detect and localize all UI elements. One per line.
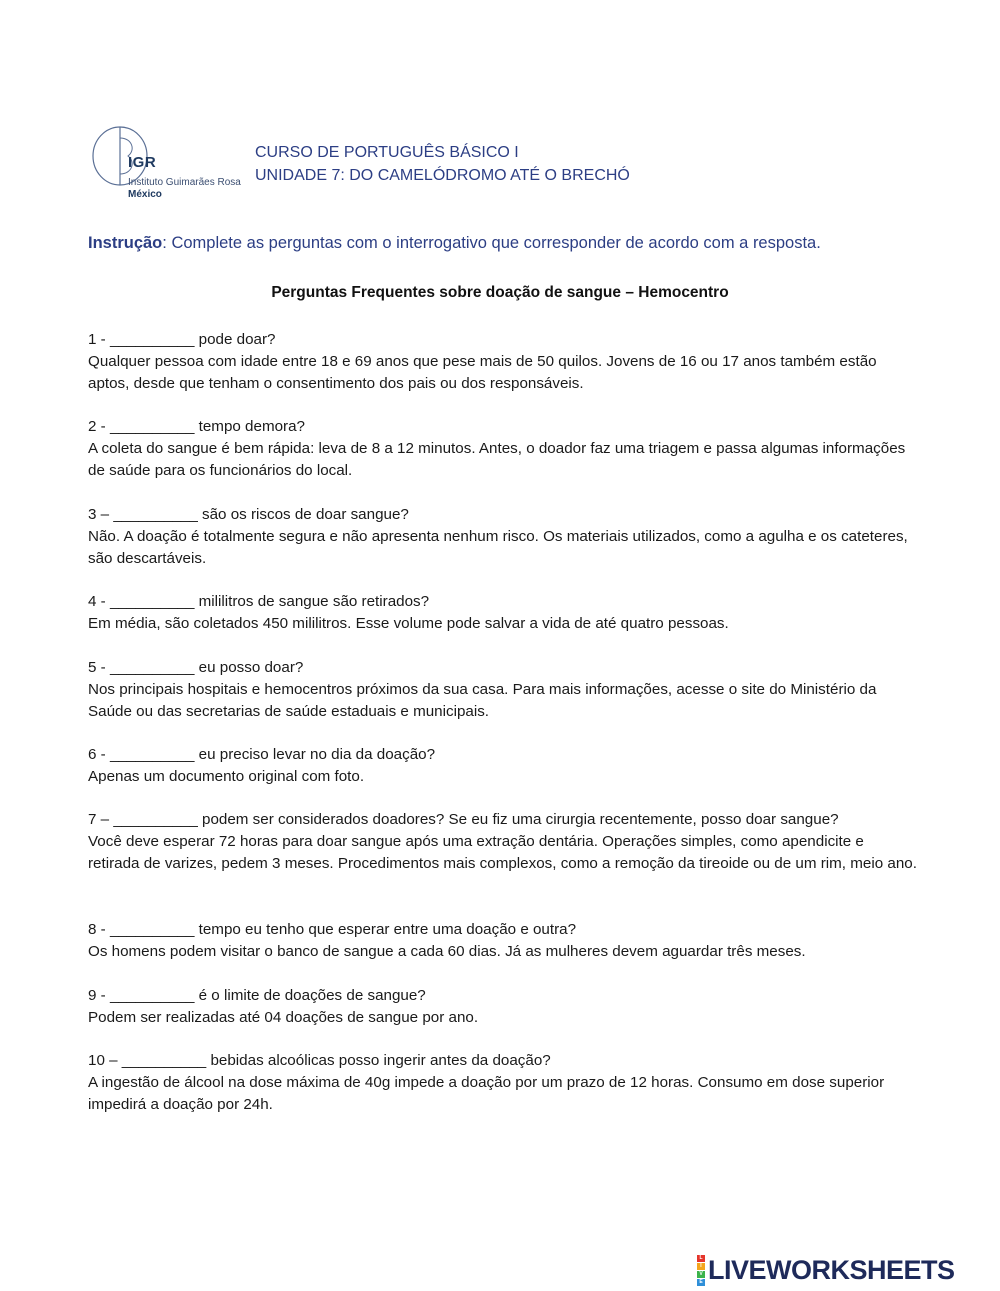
question-9: 9 - __________ é o limite de doações de sangue? <box>88 987 426 1004</box>
answer-3: Não. A doação é totalmente segura e não apresenta nenhum risco. Os materiais utilizados, como a agulha e os cateteres, são descartáveis. <box>88 528 908 567</box>
qa-item-3 <box>88 504 918 570</box>
brand-block: L <box>697 1255 705 1262</box>
answer-9: Podem ser realizadas até 04 doações de sangue por ano. <box>88 1009 479 1026</box>
qa-item-8 <box>88 919 918 963</box>
answer-7: Você deve esperar 72 horas para doar sangue após uma extração dentária. Operações simples, como apendicite e retirada de varizes, pedem 3 meses. Procedimentos mais complexos, como a remoção da tireoide ou de um rim, meio ano. <box>88 833 917 872</box>
question-10: 10 – __________ bebidas alcoólicas posso ingerir antes da doação? <box>88 1052 551 1069</box>
qa-item-1 <box>88 329 918 395</box>
question-1: 1 - __________ pode doar? <box>88 331 276 348</box>
page-title: Perguntas Frequentes sobre doação de sangue – Hemocentro <box>271 284 729 301</box>
question-4: 4 - __________ mililitros de sangue são retirados? <box>88 593 430 610</box>
question-7: 7 – __________ podem ser considerados doadores? Se eu fiz uma cirurgia recentemente, posso doar sangue? <box>88 811 839 828</box>
qa-item-10 <box>88 1050 918 1116</box>
logo-country: México <box>128 189 162 200</box>
logo-abbreviation: IGR <box>128 154 157 171</box>
brand-block: E <box>697 1279 705 1286</box>
course-title: CURSO DE PORTUGUÊS BÁSICO I <box>255 144 519 161</box>
qa-item-2 <box>88 416 918 482</box>
qa-item-7 <box>88 809 918 875</box>
course-heading <box>255 141 630 187</box>
answer-10: A ingestão de álcool na dose máxima de 40g impede a doação por um prazo de 12 horas. Consumo em dose superior impedirá a doação por 24h. <box>88 1074 885 1113</box>
qa-item-9 <box>88 985 918 1029</box>
brand-block: I <box>697 1263 705 1270</box>
qa-item-4 <box>88 591 918 635</box>
unit-title: UNIDADE 7: DO CAMELÓDROMO ATÉ O BRECHÓ <box>255 167 630 184</box>
instruction <box>88 234 821 253</box>
answer-4: Em média, são coletados 450 mililitros. Esse volume pode salvar a vida de até quatro pessoas. <box>88 615 729 632</box>
instruction-text: : Complete as perguntas com o interrogativo que corresponder de acordo com a resposta. <box>162 234 821 252</box>
liveworksheets-brand <box>697 1255 955 1286</box>
answer-1: Qualquer pessoa com idade entre 18 e 69 anos que pese mais de 50 quilos. Jovens de 16 ou 17 anos também estão aptos, desde que tenham o consentimento dos pais ou dos responsáveis. <box>88 353 877 392</box>
question-2: 2 - __________ tempo demora? <box>88 418 306 435</box>
logo-institute-name: Instituto Guimarães Rosa <box>128 177 241 188</box>
brand-wordmark: LIVEWORKSHEETS <box>708 1255 955 1285</box>
question-3: 3 – __________ são os riscos de doar sangue? <box>88 506 409 523</box>
question-6: 6 - __________ eu preciso levar no dia da doação? <box>88 746 436 763</box>
answer-2: A coleta do sangue é bem rápida: leva de 8 a 12 minutos. Antes, o doador faz uma triagem e passa algumas informações de saúde para os funcionários do local. <box>88 440 906 479</box>
qa-item-5 <box>88 657 918 723</box>
institute-logo <box>90 124 250 204</box>
brand-blocks-icon <box>697 1255 705 1286</box>
qa-item-6 <box>88 744 918 788</box>
question-8: 8 - __________ tempo eu tenho que esperar entre uma doação e outra? <box>88 921 577 938</box>
instruction-label: Instrução <box>88 234 163 252</box>
brand-block: V <box>697 1271 705 1278</box>
answer-5: Nos principais hospitais e hemocentros próximos da sua casa. Para mais informações, acesse o site do Ministério da Saúde ou das secretarias de saúde estaduais e municipais. <box>88 681 877 720</box>
question-5: 5 - __________ eu posso doar? <box>88 659 304 676</box>
answer-6: Apenas um documento original com foto. <box>88 768 365 785</box>
answer-8: Os homens podem visitar o banco de sangue a cada 60 dias. Já as mulheres devem aguardar três meses. <box>88 943 806 960</box>
